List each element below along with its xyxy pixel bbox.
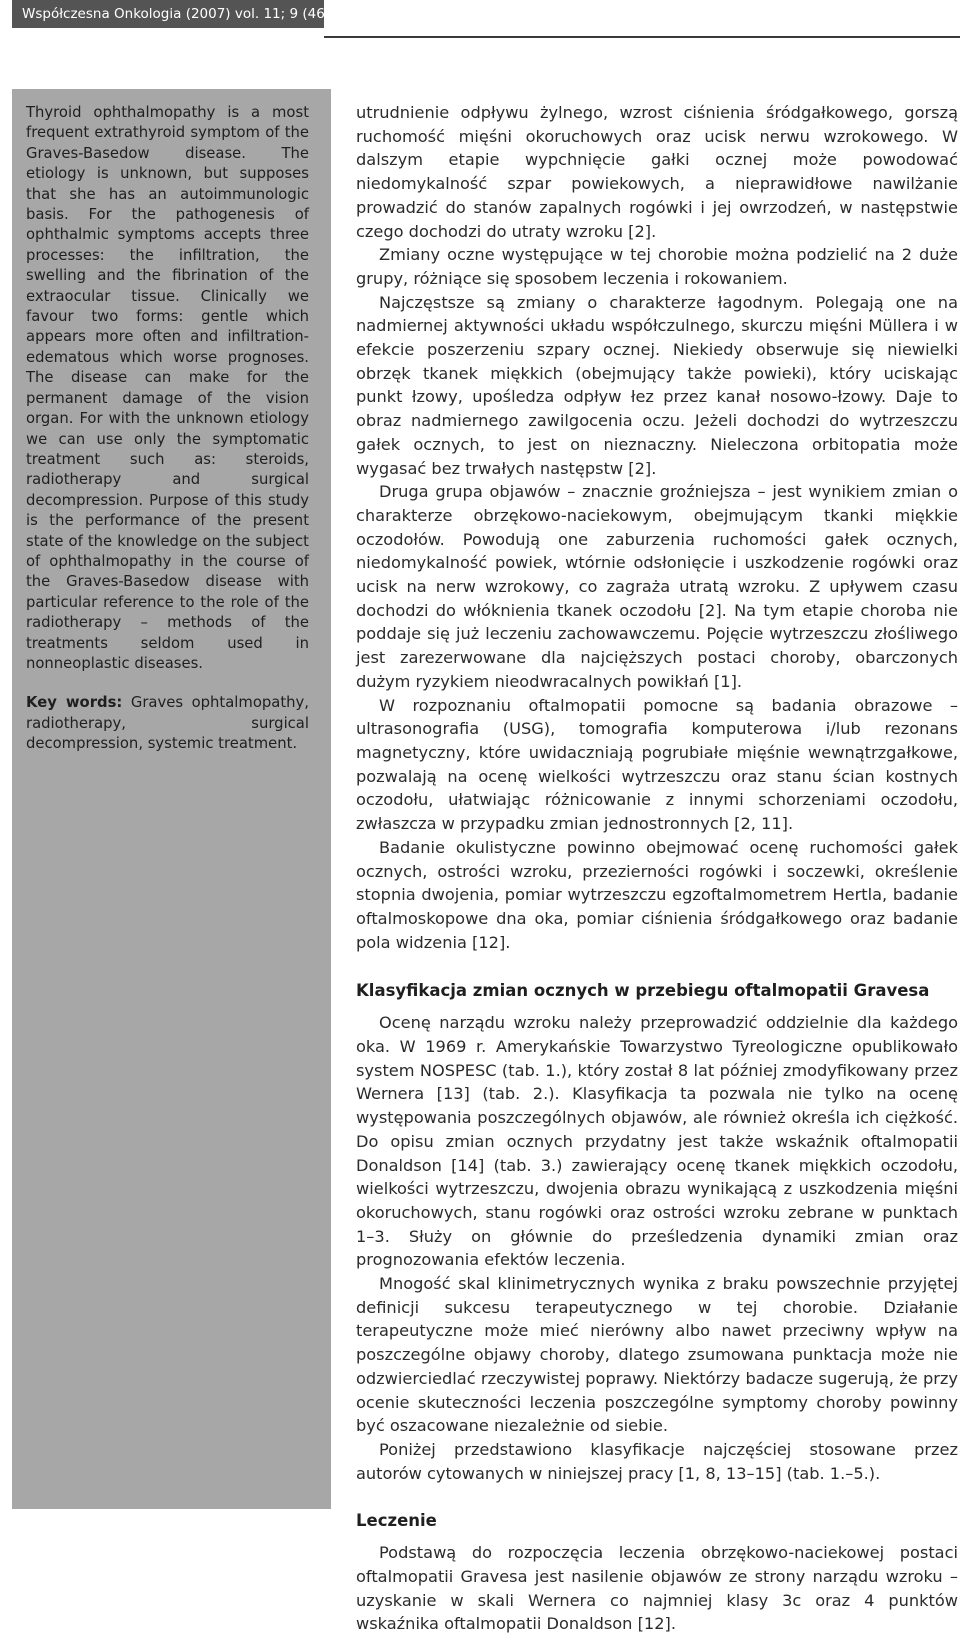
keywords [26,693,309,754]
paragraph-3: Najczęstsze są zmiany o charakterze łagodnym. Polegają one na nadmiernej aktywności układu współczulnego, skurczu mięśni Müllera i w efekcie poszerzeniu szpary ocznej. Niekiedy obserwuje się niewielki obrzęk tkanek miękkich (obejmujący także powieki), który uciskając punkt łzowy, upośledza odpływ łez przez kanał nosowo-łzowy. Daje to obraz nadmiernego zawilgocenia oczu. Jeżeli dochodzi do wytrzeszczu gałek ocznych, to jest on nieznaczny. Nieleczona orbitopatia może wygasać bez trwałych następstw [2]. [356,292,958,478]
paragraph-2: Zmiany oczne występujące w tej chorobie można podzielić na 2 duże grupy, różniące się sposobem leczenia i rokowaniem. [356,245,958,288]
abstract-text: Thyroid ophthalmopathy is a most frequent extrathyroid symptom of the Graves-Basedow disease. The etiology is unknown, but supposes that she has an autoimmunologic basis. For the pathogenesis of ophthalmic symptoms accepts three processes: the infiltration, the swelling and the fibrination of the extraocular tissue. Clinically we favour two forms: gentle which appears more often and infiltration-edematous which worse prognoses. The disease can make for the permanent damage of the vision organ. For with the unknown etiology we can use only the symptomatic treatment such as: steroids, radiotherapy and surgical decompression. Purpose of this study is the performance of the present state of the knowledge on the subject of ophthalmopathy in the course of the Graves-Basedow disease with particular reference to the role of the radiotherapy – methods of the treatments seldom used in nonneoplastic diseases. [26,104,309,672]
header-rule [324,36,960,38]
paragraph-9: Poniżej przedstawiono klasyfikacje najczęściej stosowane przez autorów cytowanych w niniejszej pracy [1, 8, 13–15] (tab. 1.–5.). [356,1439,958,1483]
paragraph-6: Badanie okulistyczne powinno obejmować ocenę ruchomości gałek ocznych, ostrości wzroku, przezierności rogówki i soczewki, określenie stopnia dwojenia, pomiar wytrzeszczu egzoftalmometrem Hertla, badanie oftalmoskopowe dna oka, pomiar ciśnienia śródgałkowego oraz badanie pola widzenia [12]. [356,837,958,952]
journal-header: Współczesna Onkologia (2007) vol. 11; 9 (463–468) [12,0,324,28]
paragraph-4: Druga grupa objawów – znacznie groźniejsza – jest wynikiem zmian o charakterze obrzękowo-naciekowym, obejmującym tkanki miękkie oczodołów. Powodują one zaburzenia ruchomości gałek ocznych, niedomykalność powiek, wtórnie odsłonięcie i uszkodzenie rogówki oraz ucisk na nerw wzrokowy, co zagraża utratą wzroku. Z upływem czasu dochodzi do włóknienia tkanek oczodołu [2]. Na tym etapie choroba nie poddaje się już leczeniu zachowawczemu. Pojęcie wytrzeszczu złośliwego jest zarezerwowane dla najcięższych postaci choroby, obarczonych dużym ryzykiem nieodwracalnych powikłań [1]. [356,482,958,691]
paragraph-1: utrudnienie odpływu żylnego, wzrost ciśnienia śródgałkowego, gorszą ruchomość mięśni okoruchowych oraz ucisk nerwu wzrokowego. W dalszym etapie wypchnięcie gałki ocznej może powodować niedomykalność szpar powiekowych, a nieprawidłowe nawilżanie prowadzić do stanów zapalnych rogówki i jej owrzodzeń, w następstwie czego dochodzi do utraty wzroku [2]. [356,103,958,241]
paragraph-10: Podstawą do rozpoczęcia leczenia obrzękowo-naciekowej postaci oftalmopatii Gravesa jest nasilenie objawów ze strony narządu wzroku – uzyskanie w skali Wernera co najmniej klasy 3c oraz 4 punktów wskaźnika oftalmopatii Donaldson [12]. [356,1543,958,1634]
main-column [356,101,958,1636]
keywords-text: Graves ophtalmopathy, radiotherapy, surgical decompression, systemic treatment. [26,694,309,753]
section-heading-classification: Klasyfikacja zmian ocznych w przebiegu oftalmopatii Gravesa [356,981,930,1001]
section-heading-treatment: Leczenie [356,1511,437,1531]
keywords-label: Key words: [26,694,123,712]
abstract-panel [12,89,331,1509]
paragraph-8: Mnogość skal klinimetrycznych wynika z braku powszechnie przyjętej definicji sukcesu terapeutycznego w tej chorobie. Działanie terapeutyczne może mieć nierówny albo nawet przeciwny wpływ na poszczególne objawy choroby, dlatego zsumowana punktacja może nie odzwierciedlać rzeczywistej poprawy. Niektórzy badacze sugerują, że przy ocenie skuteczności leczenia poszczególne symptomy choroby powinny być oszacowane niezależnie od siebie. [356,1274,958,1436]
paragraph-7: Ocenę narządu wzroku należy przeprowadzić oddzielnie dla każdego oka. W 1969 r. Amerykańskie Towarzystwo Tyreologiczne opublikowało system NOSPESC (tab. 1.), który został 8 lat później zmodyfikowany przez Wernera [13] (tab. 2.). Klasyfikacja ta pozwala nie tylko na ocenę występowania poszczególnych objawów, ale również określa ich ciężkość. Do opisu zmian ocznych przydatny jest także wskaźnik oftalmopatii Donaldson [14] (tab. 3.) zawierający ocenę tkanek miękkich oczodołu, wielkości wytrzeszczu, dwojenia obrazu wynikającą z uszkodzenia mięśni okoruchowych, stanu rogówki oraz ostrości wzroku zebrane w punktach 1–3. Służy on głównie do prześledzenia dynamiki zmian oraz prognozowania efektów leczenia. [356,1013,958,1270]
paragraph-5: W rozpoznaniu oftalmopatii pomocne są badania obrazowe – ultrasonografia (USG), tomografia komputerowa i/lub rezonans magnetyczny, które uwidaczniają pogrubiałe mięśnie wewnątrzgałkowe, pozwalają na ocenę wielkości wytrzeszczu oraz stanu ścian kostnych oczodołu, ułatwiając różnicowanie z innymi schorzeniami oczodołu, zwłaszcza w przypadku zmian jednostronnych [2, 11]. [356,695,958,834]
